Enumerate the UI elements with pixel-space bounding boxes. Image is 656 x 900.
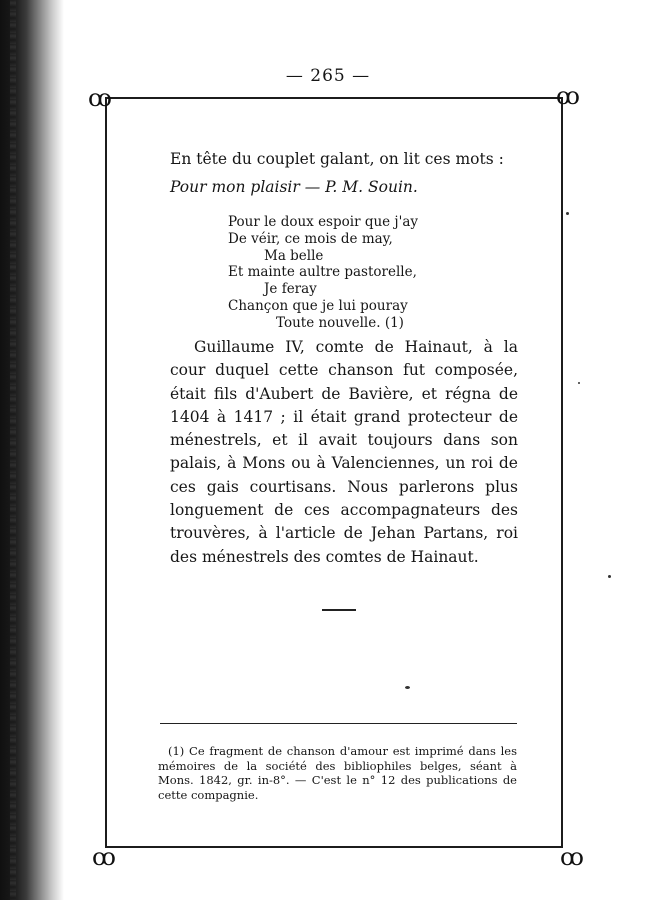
scan-shadow-edge <box>0 0 64 900</box>
poem-line: Ma belle <box>264 247 324 264</box>
paragraph-text: Guillaume IV, comte de Hainaut, à la cour duquel cette chanson fut composée, était fils d'Aubert de Bavière, et régna de 1404 à 1417 ; il était grand protecteur de ménestrels, et il avait toujours dans son palais, à Mons ou à Valenciennes, un roi de ces gais courtisans. Nous parlerons plus longuement de ces accompagnateurs des trouvères, à l'article de Jehan Partans, roi des ménestrels des comtes de Hainaut. <box>170 338 518 566</box>
corner-ornament-bottom-left: ꝏ <box>92 843 116 871</box>
corner-ornament-top-right: ꝏ <box>556 82 580 110</box>
ink-speck <box>578 382 580 384</box>
poem-line: Et mainte aultre pastorelle, <box>228 264 417 281</box>
ink-speck <box>405 686 410 689</box>
poem-line: Pour le doux espoir que j'ay <box>228 214 419 230</box>
ink-speck <box>608 575 611 578</box>
intro-line: En tête du couplet galant, on lit ces mots : <box>170 150 504 168</box>
page-number: — 265 — <box>285 66 371 86</box>
footnote-text: (1) Ce fragment de chanson d'amour est imprimé dans les mémoires de la société des bibliophiles belges, séant à Mons. 1842, gr. in-8°. — C'est le n° 12 des publications de cette compagnie. <box>158 744 517 802</box>
poem-line: Je feray <box>264 281 317 298</box>
poem-line: Chançon que je lui pouray <box>228 297 408 314</box>
ink-speck <box>566 212 569 215</box>
footnote <box>158 744 517 802</box>
footnote-rule <box>160 723 517 724</box>
poem-stanza <box>228 214 418 332</box>
motto-line: Pour mon plaisir — P. M. Souin. <box>170 178 418 196</box>
section-separator <box>322 609 356 611</box>
poem-line: De véir, ce mois de may, <box>228 230 393 247</box>
corner-ornament-top-left: ꝏ <box>88 84 112 112</box>
corner-ornament-bottom-right: ꝏ <box>560 843 584 871</box>
body-paragraph <box>170 336 518 569</box>
poem-line: Toute nouvelle. (1) <box>276 314 404 331</box>
